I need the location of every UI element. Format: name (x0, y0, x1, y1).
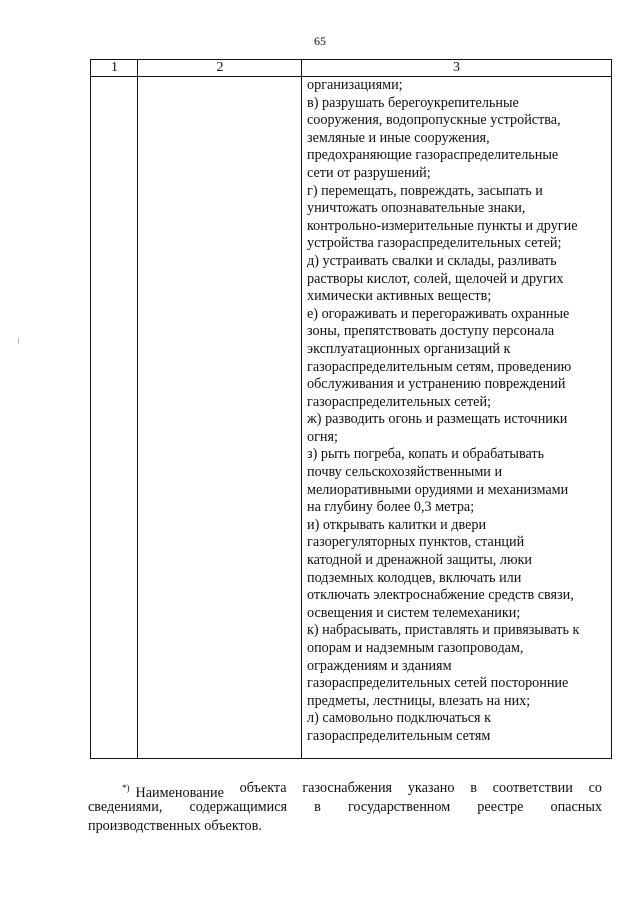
footnote (88, 779, 602, 836)
table-header-row (91, 60, 611, 77)
footnote-word: указано (407, 780, 455, 796)
footnote-marker: *) (122, 783, 130, 793)
text-line: почву сельскохозяйственными и (307, 464, 503, 481)
text-line: обслуживания и устранению повреждений (307, 376, 566, 393)
footnote-word: газоснабжения (302, 780, 393, 796)
text-line: опорам и надземным газопроводам, (307, 640, 524, 656)
footnote-word-text: Наименование (135, 785, 224, 801)
text-line: отключать электроснабжение средств связи, (307, 587, 574, 604)
column-divider-1 (137, 60, 138, 758)
text-line: катодной и дренажной защиты, люки (307, 552, 533, 569)
text-line: е) огораживать и перегораживать охранные (307, 305, 570, 322)
text-line: к) набрасывать, приставлять и привязывать к (307, 622, 580, 639)
column-divider-2 (301, 60, 302, 758)
document-table (90, 59, 612, 759)
text-line: уничтожать опознавательные знаки, (307, 200, 526, 217)
footnote-line-3: производственных объектов. (88, 818, 262, 834)
text-line: ограждениям и зданиям (307, 657, 452, 674)
text-line: газорегуляторных пунктов, станций (307, 534, 525, 551)
text-line: освещения и систем телемеханики; (307, 604, 521, 621)
footnote-word: государственном (347, 799, 451, 815)
footnote-word: реестре (477, 799, 524, 815)
text-line: л) самовольно подключаться к (307, 710, 492, 727)
text-line: газораспределительных сетей посторонние (307, 675, 569, 692)
text-line: в) разрушать берегоукрепительные (307, 94, 519, 111)
text-line: земляные и иные сооружения, (307, 129, 490, 146)
text-line: з) рыть погреба, копать и обрабатывать (307, 446, 545, 463)
footnote-word: опасных (550, 799, 602, 815)
footnote-word (122, 779, 224, 801)
text-line: г) перемещать, повреждать, засыпать и (307, 182, 543, 199)
text-line: сооружения, водопропускные устройства, (307, 112, 561, 129)
page-number: 65 (314, 34, 326, 48)
text-line: огня; (307, 428, 338, 445)
text-line: сети от разрушений; (307, 164, 431, 181)
text-line: подземных колодцев, включать или (307, 569, 522, 586)
text-line: газораспределительных сетей; (307, 393, 492, 410)
header-col-3: 3 (453, 60, 460, 75)
text-line: зоны, препятствовать доступу персонала (307, 323, 555, 340)
text-line: ж) разводить огонь и размещать источники (307, 411, 568, 428)
scan-artifact-mark (18, 338, 19, 344)
text-line: и) открывать калитки и двери (307, 516, 487, 533)
text-line: мелиоративными орудиями и механизмами (307, 481, 569, 498)
text-line: контрольно-измерительные пункты и другие (307, 217, 578, 234)
footnote-line-1 (88, 779, 602, 801)
text-line: д) устраивать свалки и склады, разливать (307, 252, 557, 269)
text-line: эксплуатационных организаций к (307, 340, 511, 357)
header-col-1: 1 (111, 60, 118, 75)
text-line: устройства газораспределительных сетей; (307, 235, 562, 252)
footnote-word: содержащимися (189, 799, 288, 815)
text-line: организациями; (307, 77, 403, 93)
footnote-word: соответствии (492, 780, 573, 796)
footnote-word: объекта (239, 780, 287, 796)
text-line: газораспределительным сетям (307, 727, 491, 744)
header-col-2: 2 (216, 60, 224, 75)
footnote-word: со (588, 780, 602, 796)
footnote-word: сведениями, (88, 799, 163, 815)
footnote-word: в (314, 799, 321, 815)
text-line: растворы кислот, солей, щелочей и других (307, 270, 564, 287)
text-line: предметы, лестницы, влезать на них; (307, 692, 531, 709)
text-line: газораспределительным сетям, проведению (307, 358, 572, 375)
text-line: предохраняющие газораспределительные (307, 147, 559, 164)
footnote-word: в (470, 780, 477, 796)
table-cell-col-3 (307, 77, 609, 746)
text-line: на глубину более 0,3 метра; (307, 499, 475, 516)
text-line: химически активных веществ; (307, 288, 492, 305)
